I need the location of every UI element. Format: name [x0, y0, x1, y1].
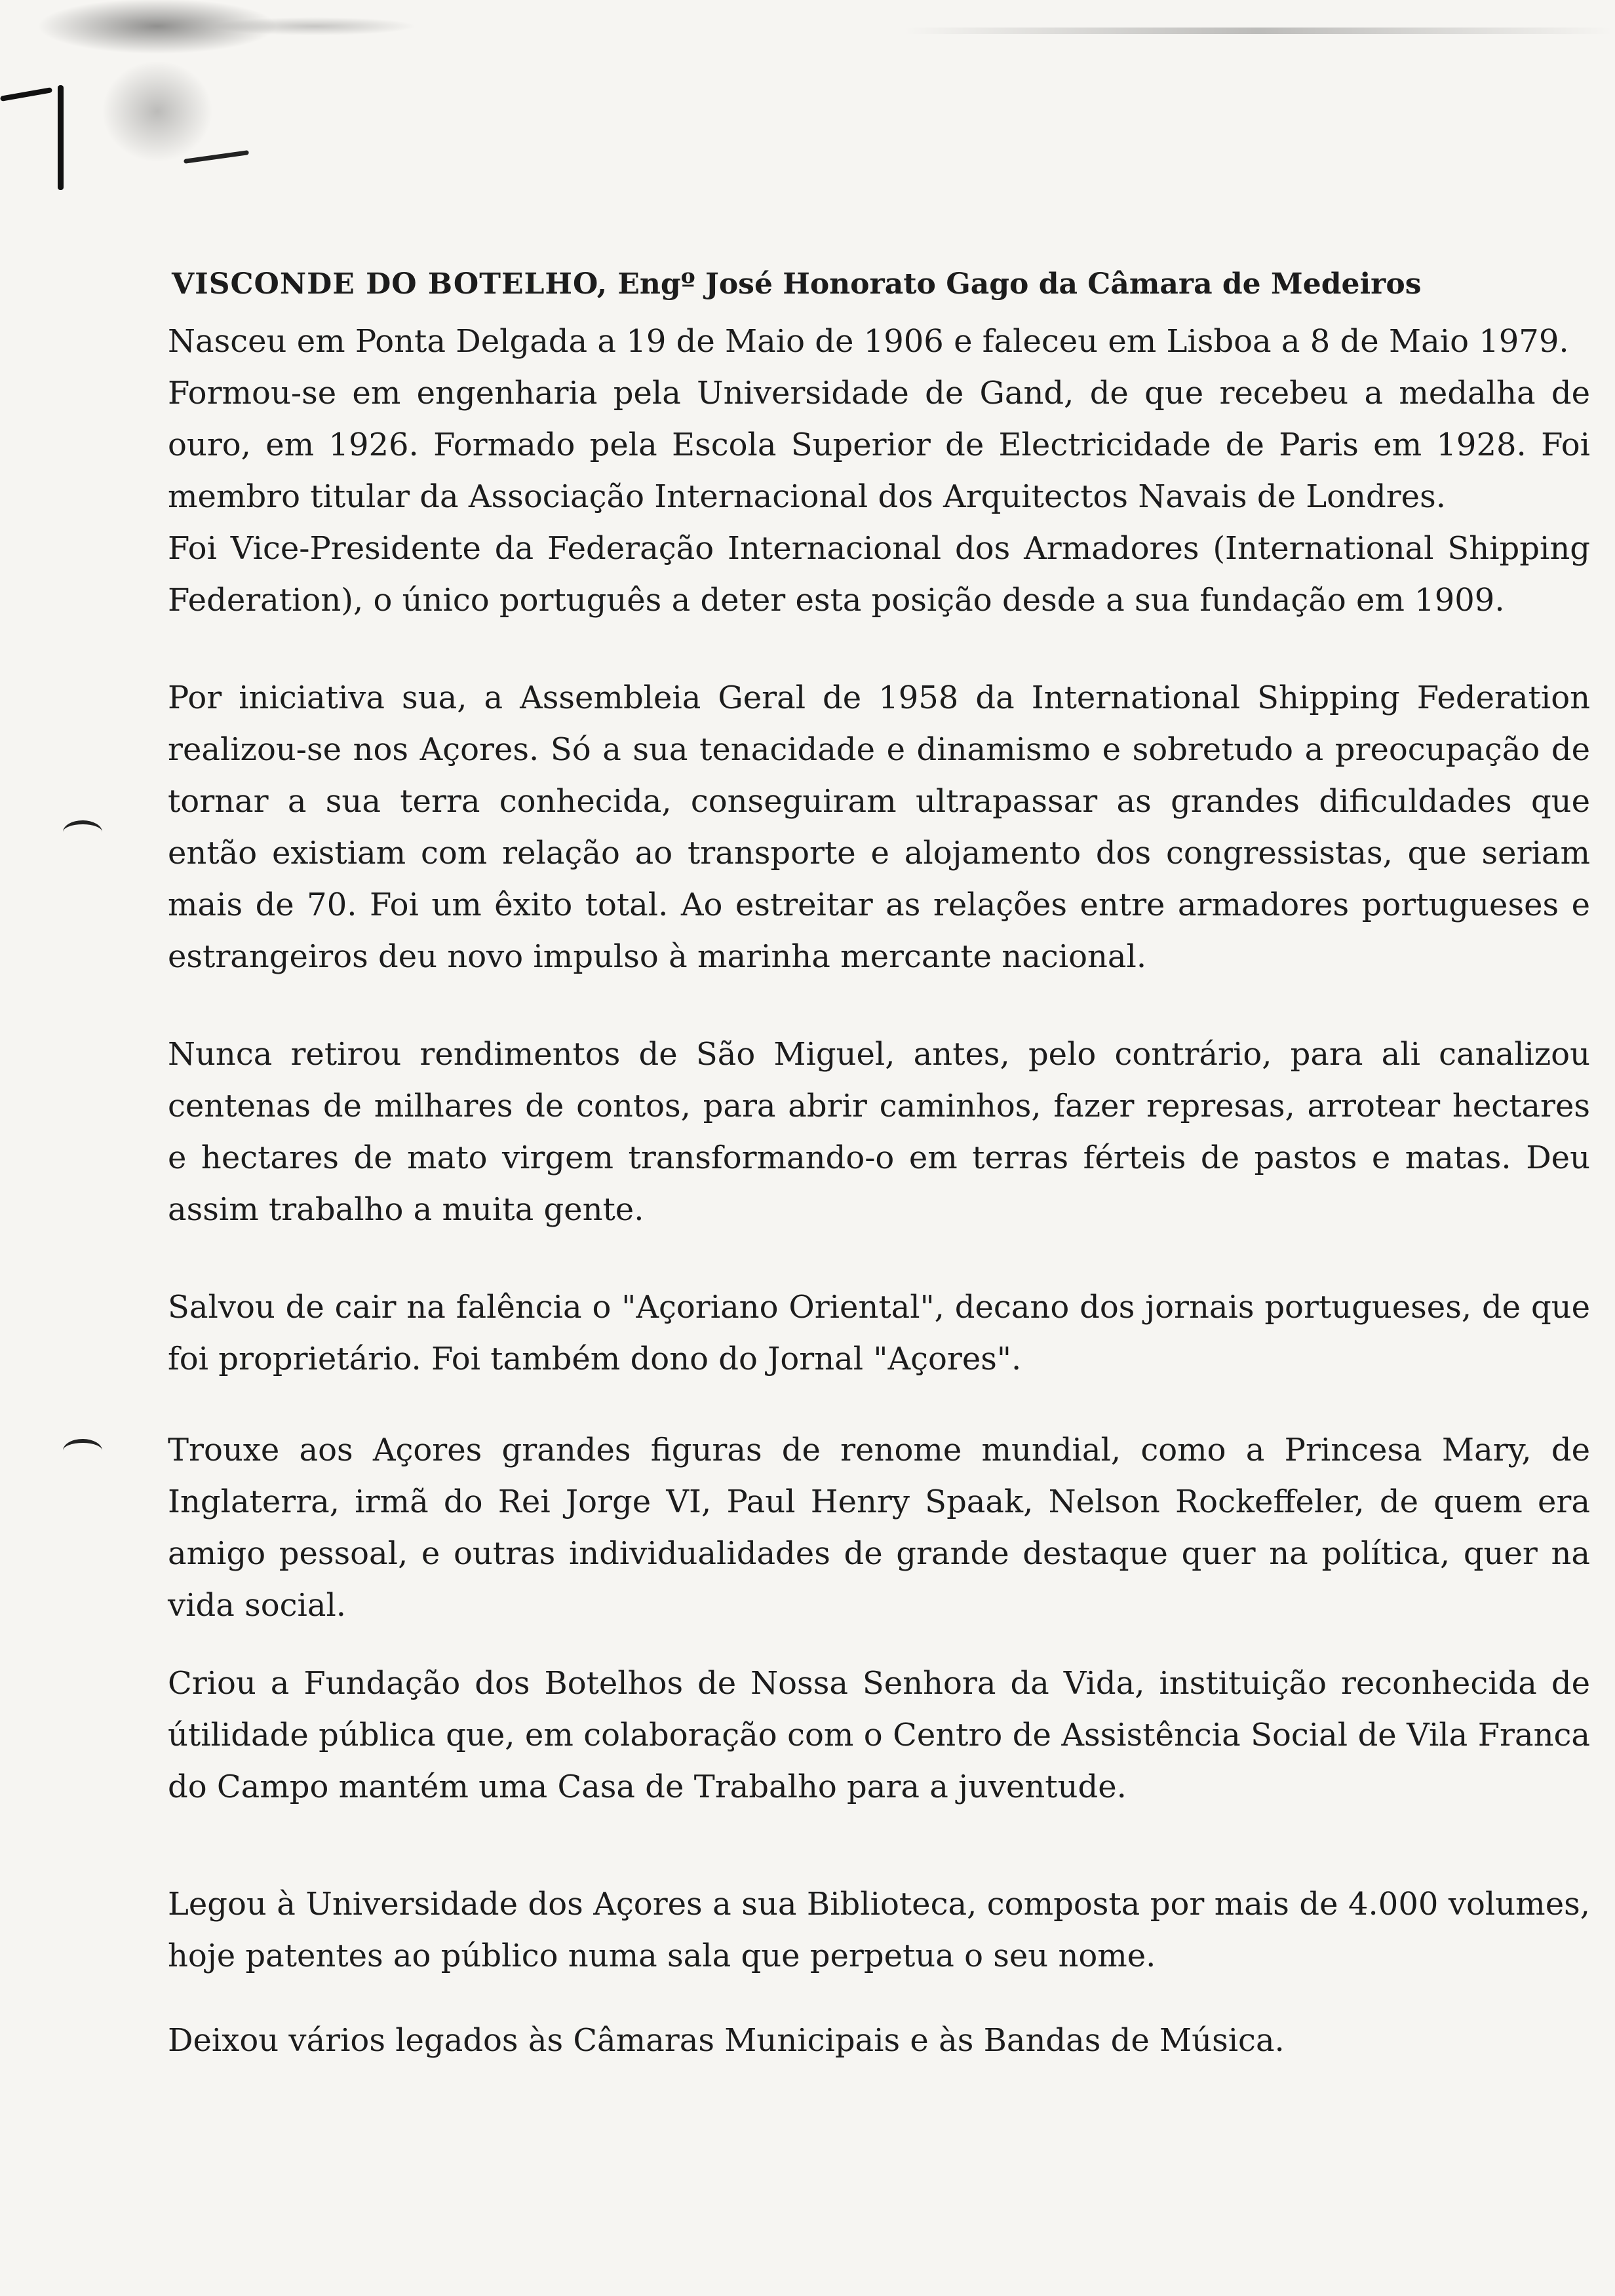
paragraph-legacies: Deixou vários legados às Câmaras Municipais e às Bandas de Música. [168, 2022, 1285, 2059]
staple-mark-vertical [58, 85, 64, 190]
paragraph-birth: Nasceu em Ponta Delgada a 19 de Maio de 1906 e faleceu em Lisboa a 8 de Maio 1979. [168, 323, 1569, 360]
staple-mark [0, 66, 79, 203]
scan-streak [905, 28, 1612, 34]
staple-mark-horizontal [0, 87, 52, 102]
document-body [168, 265, 1590, 2067]
paragraph-sao-miguel: Nunca retirou rendimentos de São Miguel, antes, pelo contrário, para ali canalizou centenas de milhares de contos, para abrir caminhos, fazer represas, arrotear hectares e hectares de mato virgem transformando-o em terras férteis de pastos e matas. Deu assim trabalho a muita gente. [168, 1036, 1590, 1228]
margin-punch-mark [63, 820, 102, 844]
heading-subject: Engº José Honorato Gago da Câmara de Medeiros [608, 267, 1422, 301]
paragraph-assembly: Por iniciativa sua, a Assembleia Geral de 1958 da International Shipping Federation realizou-se nos Açores. Só a sua tenacidade e dinamismo e sobretudo a preocupação de tornar a sua terra conhecida, conseguiram ultrapassar as grandes dificuldades que então existiam com relação ao transporte e alojamento dos congressistas, que seriam mais de 70. Foi um êxito total. Ao estreitar as relações entre armadores portugueses e estrangeiros deu novo impulso à marinha mercante nacional. [168, 679, 1590, 975]
scan-smudge [39, 0, 459, 164]
margin-punch-mark [63, 1439, 102, 1463]
paragraph-library: Legou à Universidade dos Açores a sua Biblioteca, composta por mais de 4.000 volumes, hoje patentes ao público numa sala que perpetua o seu nome. [168, 1886, 1590, 1974]
paragraph-visitors: Trouxe aos Açores grandes figuras de renome mundial, como a Princesa Mary, de Inglaterra, irmã do Rei Jorge VI, Paul Henry Spaak, Nelson Rockeffeler, de quem era amigo pessoal, e outras individualidades de grande destaque quer na política, quer na vida social. [168, 1432, 1590, 1624]
heading-name: VISCONDE DO BOTELHO, [172, 267, 608, 301]
paragraph-vice-president: Foi Vice-Presidente da Federação Internacional dos Armadores (International Shipping Federation), o único português a deter esta posição desde a sua fundação em 1909. [168, 530, 1590, 619]
paragraph-education: Formou-se em engenharia pela Universidade de Gand, de que recebeu a medalha de ouro, em 1926. Formado pela Escola Superior de Electricidade de Paris em 1928. Foi membro titular da Associação Internacional dos Arquitectos Navais de Londres. [168, 375, 1590, 515]
paragraph-foundation: Criou a Fundação dos Botelhos de Nossa Senhora da Vida, instituição reconhecida de útilidade pública que, em colaboração com o Centro de Assistência Social de Vila Franca do Campo mantém uma Casa de Trabalho para a juventude. [168, 1665, 1590, 1805]
document-heading [172, 265, 1590, 304]
paragraph-newspaper: Salvou de cair na falência o "Açoriano Oriental", decano dos jornais portugueses, de que foi proprietário. Foi também dono do Jornal "Açores". [168, 1289, 1590, 1377]
